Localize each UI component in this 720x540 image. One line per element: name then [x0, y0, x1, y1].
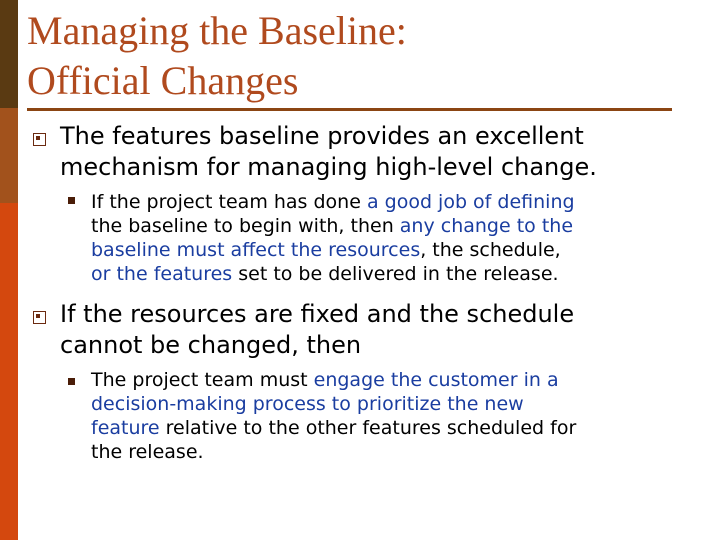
title-line-2: Official Changes: [27, 58, 299, 103]
small-square-bullet-icon: [68, 378, 75, 385]
sidebar-band-bottom: [0, 203, 18, 540]
bullet-2-line-2: cannot be changed, then: [60, 331, 362, 359]
bullet-2-line-1: If the resources are fixed and the schedule: [60, 300, 575, 328]
sidebar-band-middle: [0, 108, 18, 203]
bullet-1-text: [60, 121, 597, 183]
small-square-bullet-icon: [68, 197, 75, 204]
bullet-2-text: [60, 299, 574, 361]
square-bullet-icon: [33, 311, 46, 324]
title-line-1: Managing the Baseline:: [27, 8, 407, 53]
sub-bullet-2-text: The project team must engage the customer in a decision-making process to prioritize the new feature relative to the other features scheduled for the release.: [91, 369, 577, 463]
sub-bullet-1-text: If the project team has done a good job of defining the baseline to begin with, then any change to the baseline must affect the resources, the schedule, or the features set to be delivered in the release.: [91, 191, 575, 285]
title-underline: [27, 108, 672, 111]
bullet-1-line-2: mechanism for managing high-level change.: [60, 153, 597, 181]
sidebar-band-top: [0, 0, 18, 108]
bullet-1-line-1: The features baseline provides an excellent: [60, 122, 584, 150]
square-bullet-icon: [33, 133, 46, 146]
slide-title: [27, 6, 407, 106]
